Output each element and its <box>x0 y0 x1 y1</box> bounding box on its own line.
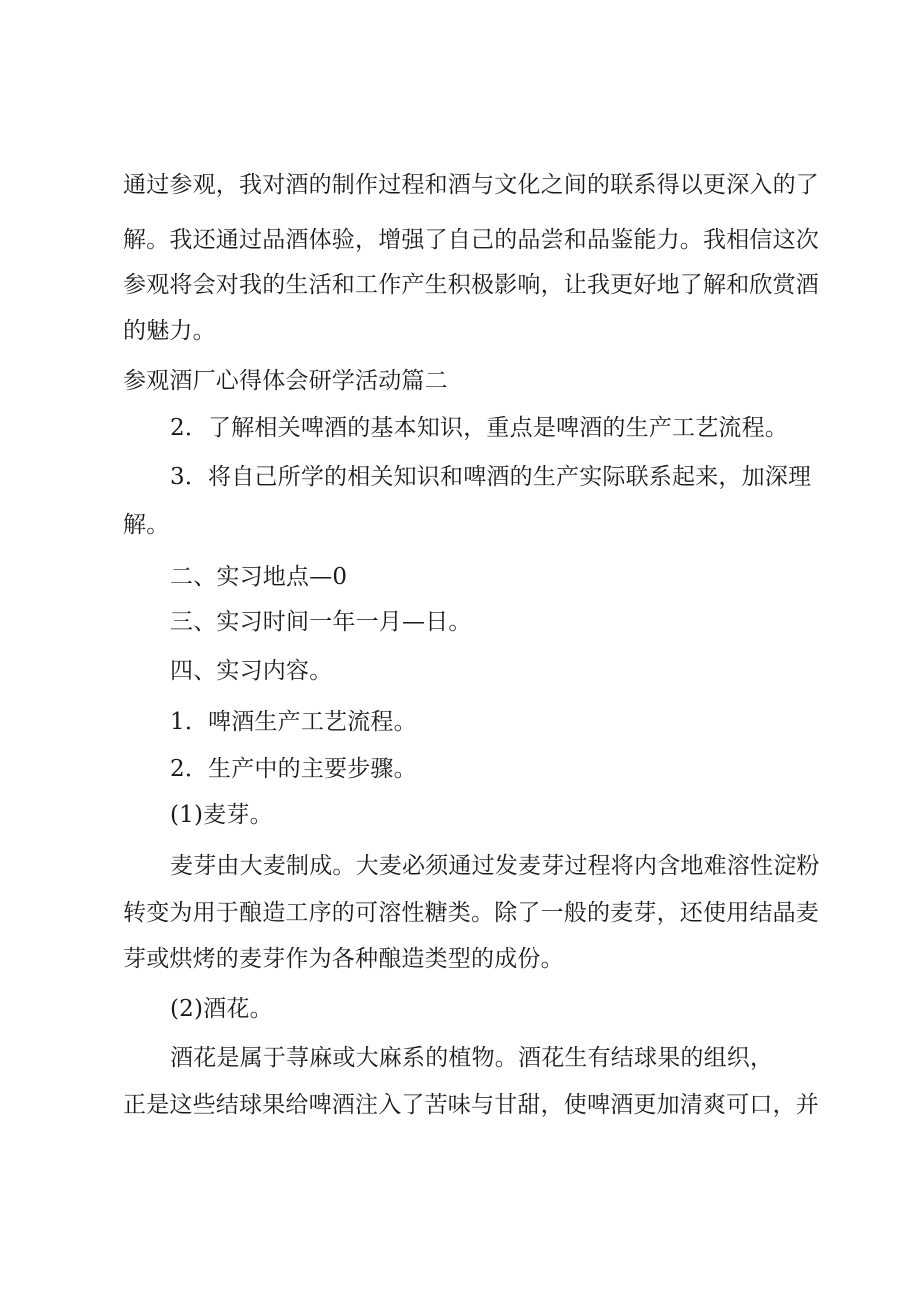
paragraph-line: 参观将会对我的生活和工作产生积极影响，让我更好地了解和欣赏酒 <box>123 272 819 298</box>
section-heading: 参观酒厂心得体会研学活动篇二 <box>123 368 448 394</box>
paragraph-line: 解。我还通过品酒体验，增强了自己的品尝和品鉴能力。我相信这次 <box>123 227 819 253</box>
list-item: 三、实习时间一年一月—日。 <box>170 609 472 635</box>
subheading: (2)酒花。 <box>170 996 273 1022</box>
list-item: 四、实习内容。 <box>170 658 333 684</box>
paragraph-line: 转变为用于酿造工序的可溶性糖类。除了一般的麦芽，还使用结晶麦 <box>123 900 819 926</box>
list-item: 2．了解相关啤酒的基本知识，重点是啤酒的生产工艺流程。 <box>170 415 789 441</box>
subheading: (1)麦芽。 <box>170 802 273 828</box>
list-item: 1．啤酒生产工艺流程。 <box>170 709 417 735</box>
list-item: 2．生产中的主要步骤。 <box>170 756 417 782</box>
paragraph-line: 解。 <box>123 512 170 538</box>
paragraph-line: 通过参观，我对酒的制作过程和酒与文化之间的联系得以更深入的了 <box>123 172 819 198</box>
paragraph-line: 麦芽由大麦制成。大麦必须通过发麦芽过程将内含地难溶性淀粉 <box>170 853 820 879</box>
paragraph-line: 酒花是属于荨麻或大麻系的植物。酒花生有结球果的组织， <box>170 1045 774 1071</box>
paragraph-line: 的魅力。 <box>123 318 216 344</box>
paragraph-line: 正是这些结球果给啤酒注入了苦味与甘甜，使啤酒更加清爽可口，并 <box>123 1092 819 1118</box>
list-item: 二、实习地点—0 <box>170 564 348 590</box>
list-item: 3．将自己所学的相关知识和啤酒的生产实际联系起来，加深理 <box>170 464 812 490</box>
paragraph-line: 芽或烘烤的麦芽作为各种酿造类型的成份。 <box>123 946 564 972</box>
